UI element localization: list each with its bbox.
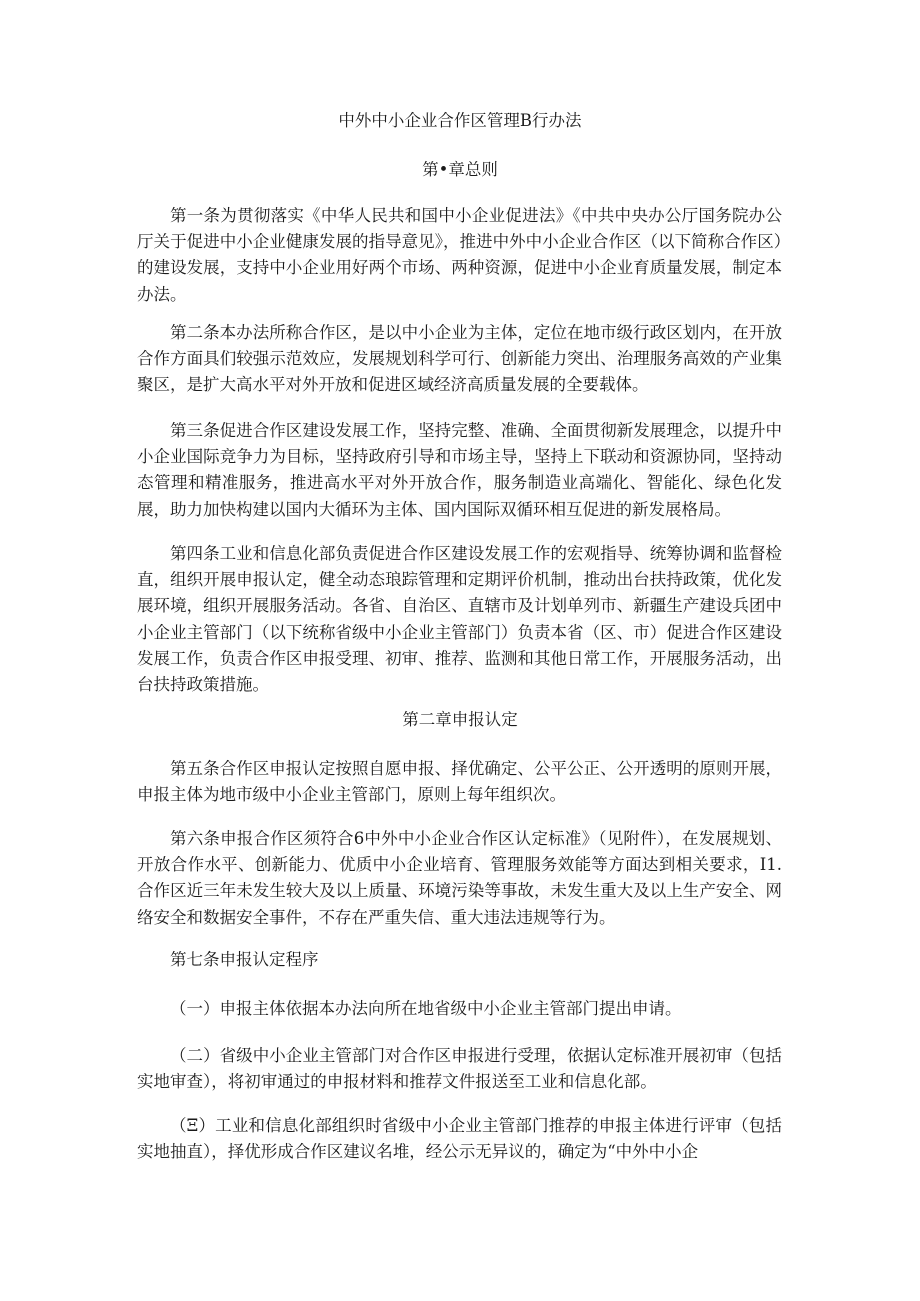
article-3-paragraph: 第三条促进合作区建设发展工作，坚持完整、准确、全面贯彻新发展理念，以提升中小企业国际竞争力为目标，坚持政府引导和市场主导，坚持上下联动和资源协同，坚持动态管理和精准服务，推进高水平对外开放合作，服务制造业高端化、智能化、绿色化发展，助力加快构建以国内大循环为主体、国内国际双循环相互促进的新发展格局。: [137, 421, 782, 519]
article-4-paragraph: 第四条工业和信息化部负责促进合作区建设发展工作的宏观指导、统筹协调和监督检直，组织开展申报认定，健全动态琅踪管理和定期评价机制，推动出台扶持政策，优化发展环境，组织开展服务活动。各省、自治区、直辖市及计划单列市、新疆生产建设兵团中小企业主管部门（以下统称省级中小企业主管部门）负责本省（区、市）促进合作区建设发展工作，负责合作区申报受理、初审、推荐、监测和其他日常工作，开展服务活动，出台扶持政策措施。: [137, 544, 782, 695]
article-6-paragraph: 第六条申报合作区须符合6中外中小企业合作区认定标准》（见附件），在发展规划、开放合作水平、创新能力、优质中小企业培育、管理服务效能等方面达到相关要求，I1. 合作区近三年未发生较大及以上质量、环境污染等事故，未发生重大及以上生产安全、网络安全和数据安全事件，不存在严重失信、重大违法违规等行为。: [137, 829, 782, 927]
article-2-paragraph: 第二条本办法所称合作区，是以中小企业为主体，定位在地市级行政区划内，在开放合作方面具们较强示范效应，发展规划科学可行、创新能力突出、治理服务高效的产业集聚区，是扩大高水平对外开放和促进区域经济高质量发展的全要载体。: [137, 323, 782, 395]
procedure-item-2: （二）省级中小企业主管部门对合作区申报进行受理，依据认定标准开展初审（包括实地审查），将初审通过的申报材料和推荐文件报送至工业和信息化部。: [137, 1046, 782, 1092]
article-1-paragraph: 第一条为贯彻落实《中华人民共和国中小企业促进法》《中共中央办公厅国务院办公厅关于促进中小企业健康发展的指导意见》，推进中外中小企业合作区（以下简称合作区）的建设发展，支持中小企业用好两个市场、两种资源，促进中小企业育质量发展，制定本办法。: [137, 206, 782, 304]
procedure-item-3: （Ξ）工业和信息化部组织时省级中小企业主管部门推荐的申报主体进行评审（包括实地抽直），择优形成合作区建议名堆，经公示无异议的，确定为“中外中小企: [137, 1116, 782, 1162]
chapter-heading-2: 第二章申报认定: [402, 710, 518, 729]
article-5-paragraph: 第五条合作区申报认定按照自愿申报、择优确定、公平公正、公开透明的原则开展，申报主体为地市级中小企业主管部门，原则上每年组织次。: [137, 759, 782, 805]
article-7-heading: 第七条申报认定程序: [170, 950, 319, 969]
document-title: 中外中小企业合作区管理B行办法: [338, 111, 582, 130]
procedure-item-1: （一）申报主体依据本办法向所在地省级中小企业主管部门提出申请。: [170, 999, 682, 1018]
chapter-heading-1: 第•章总则: [422, 160, 498, 179]
